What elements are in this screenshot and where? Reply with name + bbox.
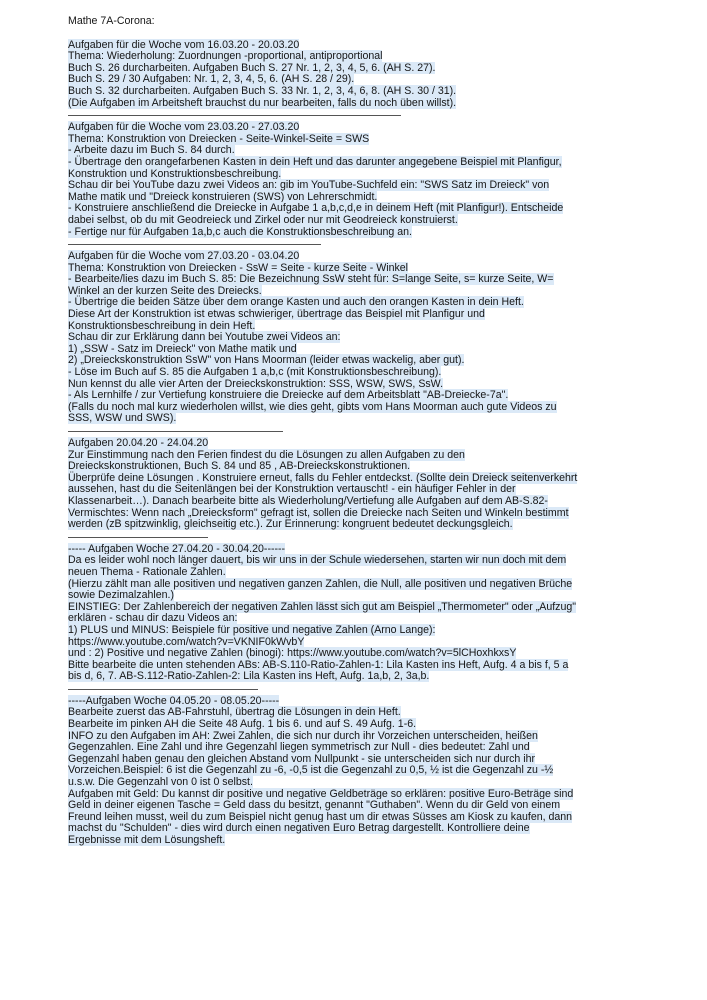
highlighted-text: 1) PLUS und MINUS: Beispiele für positive und negative Zahlen (Arno Lange): xyxy=(68,623,436,636)
text-line xyxy=(68,86,687,98)
highlighted-text: - Übertrige die beiden Sätze über dem orange Kasten und auch den orangen Kasten in dein Heft. xyxy=(68,296,524,309)
highlighted-text: EINSTIEG: Der Zahlenbereich der negativen Zahlen lässt sich gut am Beispiel „Thermometer" oder „Aufzug" xyxy=(68,600,577,613)
highlighted-text: Freund leihen musst, weil du zum Beispiel nicht genug hast um dir etwas Süsses am Kiosk zu kaufen, dann xyxy=(68,810,573,823)
highlighted-text: - Konstruiere anschließend die Dreiecke in Aufgabe 1 a,b,c,d,e in deinem Heft (mit Planfigur!). Entscheide xyxy=(68,202,564,215)
highlighted-text: Dreieckskonstruktionen, Buch S. 84 und 85 , AB-Dreieckskonstruktionen. xyxy=(68,460,411,473)
highlighted-text: werden (zB spitzwinklig, gleichseitig etc.). Zur Erinnerung: kongruent bedeutet deckungsgleich. xyxy=(68,518,513,531)
highlighted-text: Klassenarbeit…). Danach bearbeite bitte als Wiederholung/Vertiefung alle Aufgaben auf dem AB-S.82- xyxy=(68,494,548,507)
text-line xyxy=(68,835,687,847)
highlighted-text: Diese Art der Konstruktion ist etwas schwieriger, übertrage das Beispiel mit Planfigur und xyxy=(68,308,485,321)
text-line xyxy=(68,98,687,110)
highlighted-text: Gegenzahlen. Eine Zahl und ihre Gegenzahl liegen symmetrisch zur Null - dies bedeutet: Zahl und xyxy=(68,741,530,754)
highlighted-text: - Als Lernhilfe / zur Vertiefung konstruiere die Dreiecke auf dem Arbeitsblatt "AB-Dreiecke-7a". xyxy=(68,389,509,402)
separator-line xyxy=(68,683,258,690)
highlighted-text: (Falls du noch mal kurz wiederholen willst, wie dies geht, gibts vom Hans Moorman auch gute Videos zu xyxy=(68,400,557,413)
text-line xyxy=(68,413,687,425)
highlighted-text: - Fertige nur für Aufgaben 1a,b,c auch die Konstruktionsbeschreibung an. xyxy=(68,225,412,238)
separator-line xyxy=(68,109,401,116)
highlighted-text: ----- Aufgaben Woche 27.04.20 - 30.04.20------ xyxy=(68,542,286,555)
highlighted-text: Thema: Konstruktion von Dreiecken - Seite-Winkel-Seite = SWS xyxy=(68,132,370,145)
text-line xyxy=(68,590,687,602)
highlighted-text: sowie Dezimalzahlen.) xyxy=(68,589,174,602)
text-line xyxy=(68,567,687,579)
highlighted-text: Aufgaben mit Geld: Du kannst dir positive und negative Geldbeträge so erklären: positive Euro-Beträge sind xyxy=(68,787,574,800)
text-line xyxy=(68,215,687,227)
separator-line xyxy=(68,425,283,432)
text-line xyxy=(68,122,687,134)
text-line xyxy=(68,367,687,379)
highlighted-text: 2) „Dreieckskonstruktion SsW" von Hans Moorman (leider etwas wackelig, aber gut). xyxy=(68,354,465,367)
highlighted-text: Buch S. 26 durcharbeiten. Aufgaben Buch S. 27 Nr. 1, 2, 3, 4, 5, 6. (AH S. 27). xyxy=(68,61,436,74)
highlighted-text: - Übertrage den orangefarbenen Kasten in dein Heft und das darunter angegebene Beispiel mit Planfigur, xyxy=(68,155,562,168)
highlighted-text: Bitte bearbeite die unten stehenden ABs: AB-S.110-Ratio-Zahlen-1: Lila Kasten ins Heft, Aufg. 4 a bis f, 5 a xyxy=(68,658,569,671)
highlighted-text: Aufgaben 20.04.20 - 24.04.20 xyxy=(68,437,209,449)
highlighted-text: dabei selbst, ob du mit Geodreieck und Zirkel oder nur mit Geodreieck konstruierst. xyxy=(68,213,458,226)
text-line xyxy=(68,671,687,683)
highlighted-text: erklären - schau dir dazu Videos an: xyxy=(68,612,238,625)
highlighted-text: https://www.youtube.com/watch?v=VKNIF0kWvbY xyxy=(68,635,305,648)
highlighted-text: aussehen, hast du die Seitenlängen bei der Konstruktion vertauscht! - ein häufiger Fehler in der xyxy=(68,483,516,496)
highlighted-text: Konstruktionsbeschreibung in dein Heft. xyxy=(68,319,256,332)
week-section-3 xyxy=(68,251,687,425)
highlighted-text: bis d, 6, 7. AB-S.112-Ratio-Zahlen-2: Lila Kasten ins Heft, Aufg. 1a,b, 2, 3a,b. xyxy=(68,670,430,683)
text-line xyxy=(68,496,687,508)
highlighted-text: (Hierzu zählt man alle positiven und negativen ganzen Zahlen, die Null, alle positiven und negativen Brüche xyxy=(68,577,573,590)
highlighted-text: Zur Einstimmung nach den Ferien findest du die Lösungen zu allen Aufgaben zu den xyxy=(68,448,465,461)
text-line xyxy=(68,519,687,531)
text-line xyxy=(68,648,687,660)
highlighted-text: Geld in deiner eigenen Tasche = Geld dass du besitzt, genannt "Guthaben". Wenn du dir Geld von einem xyxy=(68,799,561,812)
highlighted-text: u.s.w. Die Gegenzahl von 0 ist 0 selbst. xyxy=(68,776,253,789)
highlighted-text: Schau dir bei YouTube dazu zwei Videos an: gib im YouTube-Suchfeld ein: "SWS Satz im Dreieck" von xyxy=(68,179,550,192)
highlighted-text: neuen Thema - Rationale Zahlen. xyxy=(68,565,226,578)
week-section-1 xyxy=(68,40,687,110)
highlighted-text: - Arbeite dazu im Buch S. 84 durch. xyxy=(68,144,235,157)
highlighted-text: - Löse im Buch auf S. 85 die Aufgaben 1 a,b,c (mit Konstruktionsbeschreibung). xyxy=(68,366,442,379)
page-title: Mathe 7A-Corona: xyxy=(68,15,155,27)
highlighted-text: -----Aufgaben Woche 04.05.20 - 08.05.20----- xyxy=(68,694,280,707)
highlighted-text: Vermischtes: Wenn nach „Dreiecksform" gefragt ist, sollen die Dreiecke nach Seiten und Winkeln bestimmt xyxy=(68,506,569,519)
separator-line xyxy=(68,531,208,538)
highlighted-text: (Die Aufgaben im Arbeitsheft brauchst du nur bearbeiten, falls du noch üben willst). xyxy=(68,96,457,109)
highlighted-text: Nun kennst du alle vier Arten der Dreieckskonstruktion: SSS, WSW, SWS, SsW. xyxy=(68,377,444,390)
text-line xyxy=(68,719,687,731)
highlighted-text: Konstruktion und Konstruktionsbeschreibung. xyxy=(68,167,282,180)
highlighted-text: Ergebnisse mit dem Lösungsheft. xyxy=(68,834,226,846)
highlighted-text: Schau dir zur Erklärung dann bei Youtube zwei Videos an: xyxy=(68,331,341,344)
highlighted-text: INFO zu den Aufgaben im AH: Zwei Zahlen, die sich nur durch ihr Vorzeichen unterscheiden, heißen xyxy=(68,729,538,742)
highlighted-text: Vorzeichen.Beispiel: 6 ist die Gegenzahl zu -6, -0,5 ist die Gegenzahl zu 0,5, ½ ist die Gegenzahl zu -½ xyxy=(68,764,554,777)
highlighted-text: Buch S. 29 / 30 Aufgaben: Nr. 1, 2, 3, 4, 5, 6. (AH S. 28 / 29). xyxy=(68,73,355,86)
highlighted-text: Aufgaben für die Woche vom 27.03.20 - 03.04.20 xyxy=(68,250,300,263)
week-section-4 xyxy=(68,438,687,531)
highlighted-text: machst du "Schulden" - dies wird durch einen negativen Euro Betrag dargestellt. Kontrolliere deine xyxy=(68,822,530,835)
highlighted-text: Gegenzahl haben genau den gleichen Abstand vom Nullpunkt - sie unterscheiden sich nur durch ihr xyxy=(68,752,536,765)
text-line xyxy=(68,251,687,263)
text-line xyxy=(68,180,687,192)
highlighted-text: Winkel an der kurzen Seite des Dreiecks. xyxy=(68,284,262,297)
text-line xyxy=(68,227,687,239)
highlighted-text: Aufgaben für die Woche vom 23.03.20 - 27.03.20 xyxy=(68,121,300,134)
week-section-2 xyxy=(68,122,687,238)
highlighted-text: Mathe matik und "Dreieck konstruieren (SWS) von Lehrerschmidt. xyxy=(68,190,378,203)
highlighted-text: Bearbeite im pinken AH die Seite 48 Aufg. 1 bis 6. und auf S. 49 Aufg. 1-6. xyxy=(68,718,417,731)
highlighted-text: Da es leider wohl noch länger dauert, bis wir uns in der Schule wiedersehen, starten wir nun doch mit dem xyxy=(68,554,567,567)
week-section-6 xyxy=(68,696,687,847)
separator-line xyxy=(68,238,321,245)
highlighted-text: Bearbeite zuerst das AB-Fahrstuhl, übertrag die Lösungen in dein Heft. xyxy=(68,706,401,719)
highlighted-text: Überprüfe deine Lösungen . Konstruiere erneut, falls du Fehler entdeckst. (Sollte dein Dreieck seitenverkehrt xyxy=(68,471,578,484)
text-line xyxy=(68,157,687,169)
highlighted-text: 1) „SSW - Satz im Dreieck" von Mathe matik und xyxy=(68,342,297,355)
text-line xyxy=(68,625,687,637)
text-line xyxy=(68,777,687,789)
highlighted-text: - Bearbeite/lies dazu im Buch S. 85: Die Bezeichnung SsW steht für: S=lange Seite, s= kurze Seite, W= xyxy=(68,273,554,286)
text-line xyxy=(68,438,687,450)
highlighted-text: Buch S. 32 durcharbeiten. Aufgaben Buch S. 33 Nr. 1, 2, 3, 4, 6, 8. (AH S. 30 / 31). xyxy=(68,84,457,97)
text-line xyxy=(68,309,687,321)
highlighted-text: Aufgaben für die Woche vom 16.03.20 - 20.03.20 xyxy=(68,38,300,51)
highlighted-text: Thema: Wiederholung: Zuordnungen -proportional, antiproportional xyxy=(68,50,383,63)
week-section-5 xyxy=(68,544,687,683)
highlighted-text: Thema: Konstruktion von Dreiecken - SsW = Seite - kurze Seite - Winkel xyxy=(68,261,409,274)
highlighted-text: SSS, WSW und SWS). xyxy=(68,412,177,425)
highlighted-text: und : 2) Positive und negative Zahlen (binogi): https://www.youtube.com/watch?v=5lCHoxhkxsY xyxy=(68,647,517,660)
